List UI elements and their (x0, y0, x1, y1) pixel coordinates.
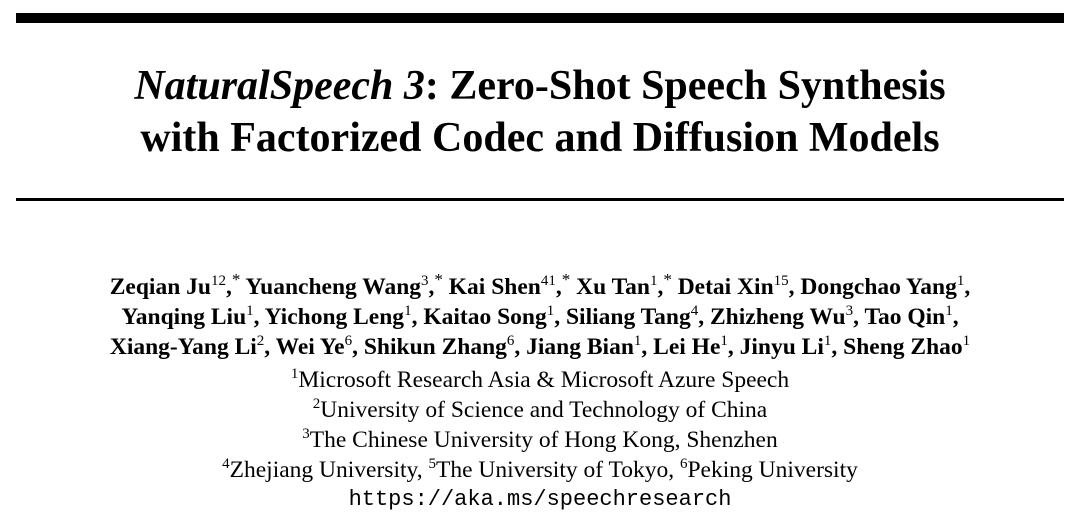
equal-contribution-mark: * (231, 270, 241, 290)
author-affiliation-mark: 1 (962, 333, 971, 350)
author-affiliation-mark: 1 (649, 273, 658, 290)
author (110, 274, 226, 300)
author-affiliation-mark: 6 (506, 333, 515, 350)
author-affiliation-mark: 6 (344, 333, 353, 350)
affiliation-line: $^3$The Chinese University of Hong Kong, Shenzhen (302, 426, 778, 453)
affiliation-line: $^2$University of Science and Technology of China (312, 396, 768, 423)
paper-title (0, 60, 1080, 164)
author-affiliation-mark: 12 (210, 273, 226, 290)
author-affiliation-mark: 2 (256, 333, 265, 350)
author-name: Lei He (653, 334, 721, 360)
author-affiliation-mark: 15 (773, 273, 789, 290)
author-name: Jinyu Li (739, 334, 824, 360)
author (843, 334, 970, 360)
author (449, 274, 556, 300)
author-name: Wei Ye (275, 334, 345, 360)
author-name: Kai Shen (448, 274, 541, 300)
author-name: Sheng Zhao (843, 334, 963, 360)
author (265, 304, 412, 330)
author (576, 274, 657, 300)
author-affiliation-mark: 1 (823, 333, 832, 350)
author-affiliation-mark: 1 (720, 333, 728, 350)
equal-contribution-mark: * (663, 270, 672, 290)
author-name: Siliang Tang (565, 304, 691, 330)
author-name: Yuancheng Wang (245, 274, 422, 300)
author-name: Dongchao Yang (800, 274, 957, 300)
affiliation-line: $^1$Microsoft Research Asia & Microsoft Azure Speech (290, 366, 790, 393)
author-name: Jiang Bian (526, 334, 634, 360)
author (566, 304, 698, 330)
title-line-2: with Factorized Codec and Diffusion Models (140, 115, 940, 161)
author-affiliation-mark: 1 (546, 303, 555, 320)
author-name: Yanqing Liu (121, 304, 247, 330)
author (526, 334, 641, 360)
author-affiliation-mark: 4 (690, 303, 699, 320)
author-name: Zhizheng Wu (709, 304, 846, 330)
title-italic: NaturalSpeech 3 (134, 63, 425, 109)
author-list (0, 272, 1080, 362)
author-name: Xiang-Yang Li (109, 334, 257, 360)
author (110, 334, 264, 360)
author (678, 274, 789, 300)
author-affiliation-mark: 1 (246, 303, 254, 320)
author-name: Xu Tan (576, 274, 650, 300)
author (653, 334, 728, 360)
author (276, 334, 352, 360)
author-name: Detai Xin (677, 274, 774, 300)
author-affiliation-mark: 1 (404, 303, 412, 320)
author (364, 334, 515, 360)
bottom-rule (16, 198, 1064, 201)
project-url[interactable]: https://aka.ms/speechresearch (348, 487, 732, 512)
equal-contribution-mark: * (561, 270, 571, 290)
author-affiliation-mark: 1 (956, 273, 965, 290)
author (245, 274, 428, 300)
author-line: Zeqian Ju$^{12}$,* Yuancheng Wang$^3$,* Kai Shen$^{41}$,* Xu Tan$^1$,* Detai Xin$^{15}$, Dongchao Yang$^1$, (109, 270, 971, 300)
author-name: Tao Qin (864, 304, 946, 330)
title-line-1 (0, 60, 1080, 112)
author-affiliation-mark: 3 (421, 273, 429, 290)
author-affiliation-mark: 41 (540, 273, 556, 290)
author (121, 304, 253, 330)
author-affiliation-mark: 3 (845, 303, 854, 320)
affiliation-list (0, 365, 1080, 485)
author-line: Xiang-Yang Li$^2$, Wei Ye$^6$, Shikun Zhang$^6$, Jiang Bian$^1$, Lei He$^1$, Jinyu Li$^1$, Sheng Zhao$^1$ (109, 333, 971, 360)
author (710, 304, 853, 330)
author (800, 274, 964, 300)
author-line: Yanqing Liu$^1$, Yichong Leng$^1$, Kaitao Song$^1$, Siliang Tang$^4$, Zhizheng Wu$^3$, Tao Qin$^1$, (121, 303, 959, 330)
author (864, 304, 952, 330)
author-name: Zeqian Ju (109, 274, 211, 300)
author (740, 334, 832, 360)
author-affiliation-mark: 1 (945, 303, 953, 320)
title-line-1-rest: : Zero-Shot Speech Synthesis (424, 63, 946, 109)
author-name: Yichong Leng (264, 304, 405, 330)
author (423, 304, 554, 330)
equal-contribution-mark: * (434, 270, 443, 290)
top-rule (16, 13, 1064, 23)
author-affiliation-mark: 1 (633, 333, 642, 350)
affiliation-line: $^4$Zhejiang University, $^5$The University of Tokyo, $^6$Peking University (222, 456, 858, 483)
author-name: Shikun Zhang (363, 334, 507, 360)
author-name: Kaitao Song (423, 304, 547, 330)
